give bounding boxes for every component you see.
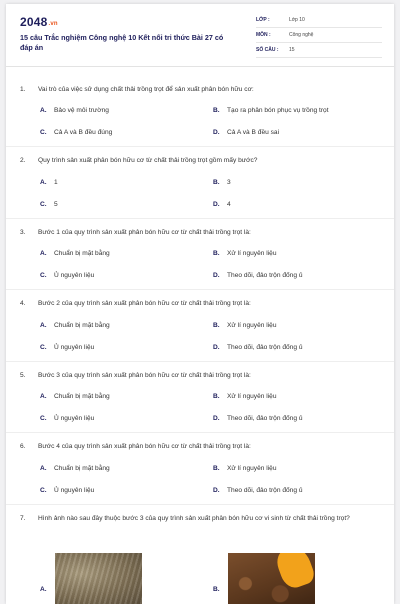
option-letter: B. xyxy=(213,465,220,472)
option-letter: A. xyxy=(40,179,47,186)
meta-row-count xyxy=(256,44,382,58)
option-3a[interactable] xyxy=(40,250,110,257)
divider xyxy=(6,504,394,505)
question-number: 4. xyxy=(20,300,26,307)
option-letter: B. xyxy=(213,322,220,329)
option-text: Xử lí nguyên liệu xyxy=(227,322,277,329)
option-2a[interactable] xyxy=(40,179,58,186)
option-2c[interactable] xyxy=(40,201,58,208)
option-6d[interactable] xyxy=(213,487,303,494)
option-1a[interactable] xyxy=(40,107,109,114)
question-text xyxy=(20,514,360,524)
option-text: Tạo ra phân bón phục vụ trồng trọt xyxy=(227,107,329,114)
divider xyxy=(6,361,394,362)
question-number: 1. xyxy=(20,86,26,93)
option-1d[interactable] xyxy=(213,129,279,136)
logo-suffix: .vn xyxy=(48,21,58,27)
option-6c[interactable] xyxy=(40,487,94,494)
option-3b[interactable] xyxy=(213,250,277,257)
question-text xyxy=(20,371,380,381)
option-text: 5 xyxy=(54,201,58,208)
option-letter: D. xyxy=(213,129,220,136)
meta-row-grade xyxy=(256,14,382,28)
option-letter: A. xyxy=(40,393,47,400)
question-text xyxy=(20,228,380,238)
option-text: Cả A và B đều đúng xyxy=(54,129,113,136)
option-5c[interactable] xyxy=(40,415,94,422)
option-text: Ủ nguyên liệu xyxy=(54,272,95,279)
option-3d[interactable] xyxy=(213,272,303,279)
option-7a[interactable] xyxy=(40,586,54,593)
option-letter: A. xyxy=(40,322,47,329)
option-letter: B. xyxy=(213,179,220,186)
question-body: Bước 2 của quy trình sản xuất phân bón hữu cơ từ chất thải trồng trọt là: xyxy=(38,300,251,307)
logo-number: 2048 xyxy=(20,15,48,29)
question-body: Hình ảnh nào sau đây thuộc bước 3 của quy trình sản xuất phân bón hữu cơ vi sinh từ chất thải trồng trọt? xyxy=(38,515,350,522)
question-body: Bước 1 của quy trình sản xuất phân bón hữu cơ từ chất thải trồng trọt là: xyxy=(38,229,251,236)
option-7a-image[interactable] xyxy=(55,553,142,604)
option-text: 1 xyxy=(54,179,58,186)
option-text: Theo dõi, đảo trộn đống ủ xyxy=(227,272,303,279)
meta-value: Lớp 10 xyxy=(289,17,305,23)
question-body: Bước 3 của quy trình sản xuất phân bón hữu cơ từ chất thải trồng trọt là: xyxy=(38,372,251,379)
meta-row-subject xyxy=(256,29,382,43)
option-letter: A. xyxy=(40,107,47,114)
document-title: 15 câu Trắc nghiệm Công nghệ 10 Kết nối tri thức Bài 27 có đáp án xyxy=(20,33,224,52)
option-6a[interactable] xyxy=(40,465,110,472)
question-body: Vai trò của việc sử dụng chất thải trồng trọt để sản xuất phân bón hữu cơ: xyxy=(38,86,254,93)
divider xyxy=(6,146,394,147)
question-number: 6. xyxy=(20,443,26,450)
question-number: 7. xyxy=(20,515,26,522)
question-number: 3. xyxy=(20,229,26,236)
meta-label: MÔN : xyxy=(256,32,271,38)
option-letter: C. xyxy=(40,487,47,494)
option-letter: B. xyxy=(213,393,220,400)
option-letter: C. xyxy=(40,415,47,422)
option-letter: D. xyxy=(213,201,220,208)
option-text: Chuẩn bị mặt bằng xyxy=(54,322,110,329)
option-letter: D. xyxy=(213,487,220,494)
option-letter: C. xyxy=(40,129,47,136)
question-text xyxy=(20,85,380,95)
option-text: 3 xyxy=(227,179,231,186)
option-text: Xử lí nguyên liệu xyxy=(227,393,277,400)
question-text xyxy=(20,299,380,309)
option-4c[interactable] xyxy=(40,344,94,351)
option-5a[interactable] xyxy=(40,393,110,400)
option-letter: C. xyxy=(40,344,47,351)
option-text: Xử lí nguyên liệu xyxy=(227,250,277,257)
option-text: Chuẩn bị mặt bằng xyxy=(54,393,110,400)
document-page xyxy=(6,4,394,604)
question-number: 2. xyxy=(20,157,26,164)
glove-shape xyxy=(273,553,315,591)
option-5d[interactable] xyxy=(213,415,303,422)
option-text: Xử lí nguyên liệu xyxy=(227,465,277,472)
option-text: Theo dõi, đảo trộn đống ủ xyxy=(227,487,303,494)
option-letter: A. xyxy=(40,250,47,257)
option-2d[interactable] xyxy=(213,201,231,208)
option-7b-image[interactable] xyxy=(228,553,315,604)
option-letter: A. xyxy=(40,586,47,593)
option-text: Chuẩn bị mặt bằng xyxy=(54,250,110,257)
divider xyxy=(6,289,394,290)
option-letter: A. xyxy=(40,465,47,472)
question-text xyxy=(20,442,380,452)
option-7b[interactable] xyxy=(213,586,227,593)
option-letter: C. xyxy=(40,201,47,208)
option-text: Theo dõi, đảo trộn đống ủ xyxy=(227,344,303,351)
site-logo[interactable] xyxy=(20,15,58,29)
option-2b[interactable] xyxy=(213,179,231,186)
option-text: Chuẩn bị mặt bằng xyxy=(54,465,110,472)
option-text: Ủ nguyên liệu xyxy=(54,344,95,351)
option-text: 4 xyxy=(227,201,231,208)
option-6b[interactable] xyxy=(213,465,277,472)
option-5b[interactable] xyxy=(213,393,277,400)
option-4a[interactable] xyxy=(40,322,110,329)
meta-value: 15 xyxy=(289,47,295,53)
question-text xyxy=(20,156,380,166)
divider xyxy=(6,432,394,433)
option-text: Cả A và B đều sai xyxy=(227,129,280,136)
question-body: Quy trình sản xuất phân bón hữu cơ từ chất thải trồng trọt gồm mấy bước? xyxy=(38,157,258,164)
option-letter: C. xyxy=(40,272,47,279)
option-letter: D. xyxy=(213,415,220,422)
document-header xyxy=(6,4,394,67)
option-text: Bảo vệ môi trường xyxy=(54,107,109,114)
divider xyxy=(6,218,394,219)
option-1b[interactable] xyxy=(213,107,329,114)
option-letter: D. xyxy=(213,272,220,279)
meta-label: SỐ CÂU : xyxy=(256,47,279,53)
meta-label: LỚP : xyxy=(256,17,270,23)
option-letter: B. xyxy=(213,250,220,257)
option-4d[interactable] xyxy=(213,344,303,351)
meta-value: Công nghệ xyxy=(289,32,314,38)
question-body: Bước 4 của quy trình sản xuất phân bón hữu cơ từ chất thải trồng trọt là: xyxy=(38,443,251,450)
option-4b[interactable] xyxy=(213,322,277,329)
question-number: 5. xyxy=(20,372,26,379)
option-text: Ủ nguyên liệu xyxy=(54,415,95,422)
option-3c[interactable] xyxy=(40,272,94,279)
option-text: Theo dõi, đảo trộn đống ủ xyxy=(227,415,303,422)
option-letter: B. xyxy=(213,586,220,593)
option-letter: D. xyxy=(213,344,220,351)
option-1c[interactable] xyxy=(40,129,112,136)
option-letter: B. xyxy=(213,107,220,114)
option-text: Ủ nguyên liệu xyxy=(54,487,95,494)
